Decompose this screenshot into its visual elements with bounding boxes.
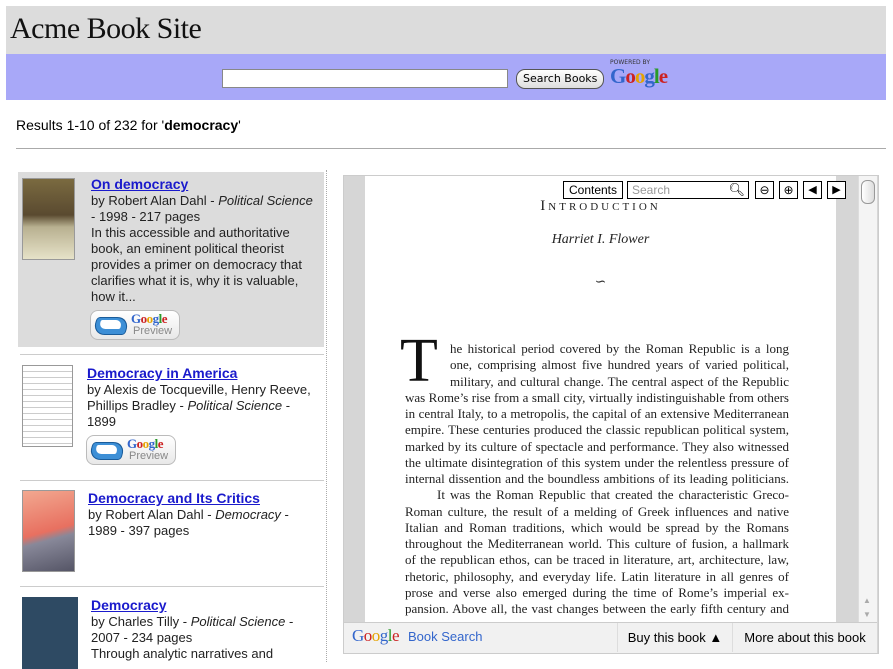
search-placeholder: Search: [632, 183, 671, 197]
result-info: [88, 490, 313, 539]
open-book-icon: [91, 317, 132, 335]
result-title-link[interactable]: Democracy and Its Critics: [88, 490, 260, 506]
text-line: It was the Roman Republic that created the characteristic Greco-: [437, 487, 789, 503]
scroll-up-icon[interactable]: ▲: [863, 596, 871, 605]
powered-by-label: POWERED BY: [610, 59, 651, 66]
book-search-field[interactable]: [627, 181, 749, 199]
result-author: by Robert Alan Dahl -: [91, 193, 219, 208]
result-description: Through analytic narratives and: [91, 646, 274, 661]
google-book-search-logo[interactable]: Google: [352, 626, 400, 645]
result-title-link[interactable]: Democracy in America: [87, 365, 238, 381]
chapter-author: Harriet I. Flower: [551, 232, 650, 247]
text-line: the ultimate disintegration of this system under the relentless pressure of: [405, 454, 789, 470]
text-line: throughout the Mediterranean world. This culture of fusion, a hallmark: [405, 536, 789, 551]
result-category: Political Science: [187, 398, 283, 413]
result-author: by Charles Tilly -: [91, 614, 191, 629]
results-list: [18, 170, 327, 662]
text-line: Roman culture, the result of a melding of Greek influences and native: [405, 503, 789, 519]
result-meta: - 2007 - 234 pages: [91, 614, 294, 645]
results-prefix: Results 1-10 of 232 for ': [16, 117, 165, 133]
scrollbar-thumb[interactable]: [861, 180, 875, 204]
more-about-book-button[interactable]: More about this book: [732, 623, 877, 652]
text-line: empire. These centuries produced the classic republican political system,: [405, 422, 789, 438]
text-line: of the republican ethos, can be traced in literature, art, architecture, law,: [405, 552, 789, 568]
zoom-out-icon[interactable]: ⊖: [755, 181, 774, 199]
results-summary: [16, 117, 241, 133]
zoom-in-icon[interactable]: ⊕: [779, 181, 798, 199]
text-line: military, and cultural change. The central aspect of the Republic: [450, 373, 789, 389]
text-line: in central Italy, to a metropolis, the capital of an extensive Mediterranean: [405, 406, 789, 421]
google-logo: Google: [610, 64, 668, 88]
open-book-icon: [87, 442, 128, 460]
preview-label: Preview: [129, 450, 169, 462]
text-line: Italian and Roman traditions, which would be spread by the Romans: [405, 519, 789, 535]
preview-google-logo: Google: [127, 436, 164, 451]
result-title-link[interactable]: Democracy: [91, 597, 167, 613]
magnifier-icon[interactable]: 🔍︎: [728, 182, 745, 197]
result-category: Democracy: [215, 507, 281, 522]
text-line: pansion. Above all, the vast changes between the early fifth century and: [405, 601, 789, 616]
search-term: democracy: [164, 117, 239, 133]
drop-cap: T: [400, 327, 438, 395]
google-preview-button[interactable]: [86, 435, 176, 465]
result-title-link[interactable]: On democracy: [91, 176, 189, 192]
text-line: was Rome’s rise from a small city, virtually indistinguishable from others: [405, 389, 789, 405]
result-meta: - 1998 - 217 pages: [91, 209, 201, 224]
next-page-icon[interactable]: ▶: [827, 181, 846, 199]
result-item[interactable]: [18, 355, 324, 480]
scrollbar[interactable]: [858, 176, 877, 622]
text-line: marked by its culture of spectacle and performance. They also witnessed: [405, 438, 789, 454]
result-category: Political Science: [218, 193, 313, 208]
buy-this-book-button[interactable]: Buy this book ▲: [617, 623, 732, 652]
result-author: by Robert Alan Dahl -: [88, 507, 216, 522]
result-meta: - 1989 - 397 pages: [88, 507, 289, 538]
book-cover[interactable]: [22, 365, 73, 447]
book-cover[interactable]: [22, 178, 75, 260]
text-line: internal dissention and the boundless ambitions of its leading politicians.: [405, 471, 789, 486]
result-meta: - 1899: [87, 398, 291, 429]
contents-button[interactable]: Contents: [563, 181, 623, 199]
text-line: he historical period covered by the Roman Republic is a long: [450, 341, 789, 356]
search-input[interactable]: [222, 69, 508, 88]
chapter-heading: Introduction: [540, 198, 661, 214]
book-cover[interactable]: [22, 597, 78, 669]
result-category: Political Science: [190, 614, 286, 629]
previous-page-icon[interactable]: ◀: [803, 181, 822, 199]
text-line: rhetoric, philosophy, and everyday life. Latin literature in all genres of: [405, 568, 789, 584]
site-title: Acme Book Site: [10, 12, 202, 45]
search-books-button[interactable]: Search Books: [516, 69, 604, 89]
preview-label: Preview: [133, 325, 173, 337]
book-search-label[interactable]: Book Search: [408, 629, 483, 644]
book-cover[interactable]: [22, 490, 75, 572]
result-item[interactable]: [18, 172, 324, 347]
preview-google-logo: Google: [131, 311, 168, 326]
result-info: [91, 597, 316, 662]
ornament-icon: ∽: [594, 274, 607, 290]
result-description: In this accessible and authoritative book, an eminent political theorist provides a primer on democracy that clarifies what it is, why it is valuable, how it...: [91, 225, 302, 304]
result-item[interactable]: [18, 587, 324, 667]
results-suffix: ': [238, 117, 241, 133]
result-author: by Alexis de Tocqueville, Henry Reeve, Phillips Bradley -: [87, 382, 311, 413]
result-info: [87, 365, 322, 430]
google-preview-button[interactable]: [90, 310, 180, 340]
text-line: prose and verse also emerged during the time of Rome’s imperial ex-: [405, 584, 789, 600]
result-item[interactable]: [18, 481, 324, 586]
text-line: one, comprising almost five hundred years of varied political,: [450, 357, 789, 373]
result-info: [91, 176, 316, 305]
scroll-down-icon[interactable]: ▼: [863, 610, 871, 619]
divider: [16, 148, 886, 149]
